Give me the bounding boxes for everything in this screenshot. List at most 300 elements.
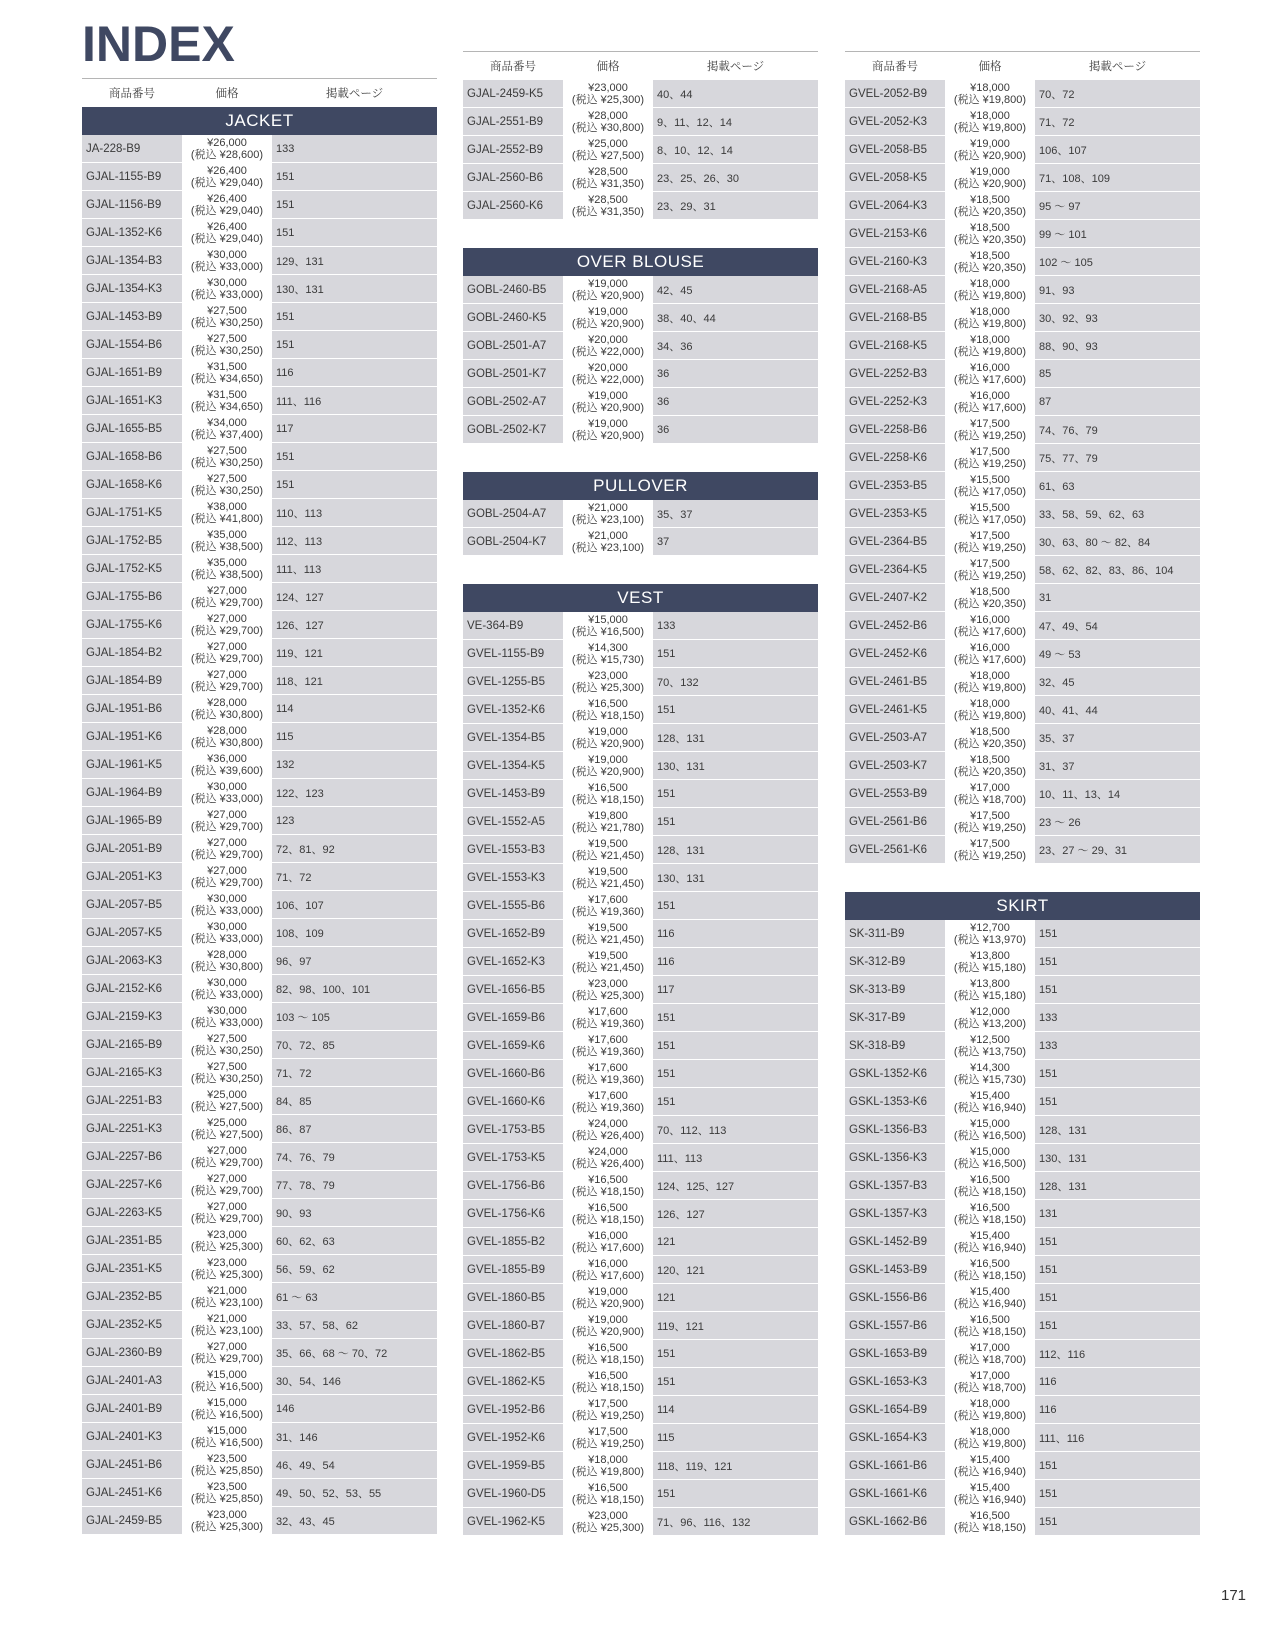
table-row: [845, 1116, 1200, 1144]
price-tax-included: (税込 ¥33,000): [190, 988, 264, 1001]
price-tax-included: (税込 ¥20,900): [571, 737, 645, 750]
price-cell: [563, 1004, 653, 1031]
price-value: ¥15,000: [207, 1424, 247, 1437]
page-references: 151: [1039, 1263, 1058, 1276]
product-code: GVEL-2168-K5: [849, 339, 927, 352]
product-code: GVEL-1855-B2: [467, 1235, 545, 1248]
table-row: [845, 416, 1200, 444]
price-value: ¥23,000: [207, 1228, 247, 1241]
product-code: GJAL-2451-K6: [86, 1486, 163, 1499]
price-value: ¥17,500: [970, 837, 1010, 850]
price-tax-included: (税込 ¥18,150): [571, 709, 645, 722]
price-value: ¥16,500: [970, 1257, 1010, 1270]
page-references: 128、131: [657, 844, 705, 857]
page-references: 146: [276, 1402, 295, 1415]
price-cell: [182, 723, 272, 750]
price-tax-included: (税込 ¥19,250): [953, 821, 1027, 834]
price-tax-included: (税込 ¥29,700): [190, 680, 264, 693]
price-tax-included: (税込 ¥29,040): [190, 204, 264, 217]
product-code: GJAL-2351-K5: [86, 1262, 163, 1275]
page-references: 151: [657, 1347, 676, 1360]
product-code: GVEL-1862-K5: [467, 1375, 545, 1388]
price-tax-included: (税込 ¥19,360): [571, 1017, 645, 1030]
page-references: 151: [657, 1039, 676, 1052]
table-row: [82, 807, 437, 835]
price-value: ¥19,000: [588, 277, 628, 290]
table-row: [845, 388, 1200, 416]
table-row: [845, 752, 1200, 780]
page-references: 128、131: [1039, 1180, 1087, 1193]
page-references: 33、57、58、62: [276, 1319, 358, 1332]
price-value: ¥16,000: [970, 389, 1010, 402]
page-references: 58、62、82、83、86、104: [1039, 564, 1174, 577]
page-references: 124、127: [276, 591, 324, 604]
price-value: ¥15,000: [207, 1368, 247, 1381]
product-code: GSKL-1557-B6: [849, 1319, 927, 1332]
price-cell: [182, 1059, 272, 1086]
price-value: ¥27,000: [207, 612, 247, 625]
product-code: GJAL-2451-B6: [86, 1458, 163, 1471]
price-tax-included: (税込 ¥16,940): [953, 1465, 1027, 1478]
price-value: ¥18,500: [970, 585, 1010, 598]
product-code: GVEL-2503-A7: [849, 731, 927, 744]
price-cell: [945, 1172, 1035, 1199]
price-cell: [945, 332, 1035, 359]
table-row: [82, 443, 437, 471]
product-code: GJAL-1651-K3: [86, 394, 163, 407]
page-references: 126、127: [276, 619, 324, 632]
price-cell: [945, 416, 1035, 443]
price-tax-included: (税込 ¥25,850): [190, 1464, 264, 1477]
price-cell: [945, 1228, 1035, 1255]
table-row: [82, 415, 437, 443]
index-section: [463, 584, 818, 1536]
price-cell: [563, 1508, 653, 1535]
table-row: [845, 696, 1200, 724]
price-value: ¥17,600: [588, 1061, 628, 1074]
price-tax-included: (税込 ¥38,500): [190, 540, 264, 553]
table-row: [845, 1508, 1200, 1536]
price-cell: [563, 1228, 653, 1255]
table-row: [82, 191, 437, 219]
page-references: 85: [1039, 367, 1052, 380]
product-code: GJAL-1755-B6: [86, 590, 163, 603]
price-tax-included: (税込 ¥20,900): [571, 1325, 645, 1338]
product-code: GVEL-2252-K3: [849, 395, 927, 408]
price-cell: [945, 108, 1035, 135]
product-code: GJAL-2165-B9: [86, 1038, 163, 1051]
price-tax-included: (税込 ¥20,350): [953, 205, 1027, 218]
page-references: 30、92、93: [1039, 312, 1098, 325]
price-tax-included: (税込 ¥30,250): [190, 344, 264, 357]
price-cell: [182, 1311, 272, 1338]
product-code: GSKL-1357-K3: [849, 1207, 927, 1220]
table-row: [463, 1368, 818, 1396]
price-tax-included: (税込 ¥34,650): [190, 400, 264, 413]
table-row: [82, 611, 437, 639]
product-code: GJAL-2352-K5: [86, 1318, 163, 1331]
table-row: [463, 836, 818, 864]
price-cell: [182, 611, 272, 638]
product-code: GJAL-1354-K3: [86, 282, 163, 295]
price-cell: [563, 416, 653, 443]
table-row: [82, 163, 437, 191]
table-row: [463, 80, 818, 108]
product-code: GVEL-2452-B6: [849, 619, 927, 632]
price-value: ¥21,000: [588, 529, 628, 542]
price-value: ¥28,000: [207, 724, 247, 737]
page-references: 36: [657, 395, 670, 408]
table-row: [82, 695, 437, 723]
table-row: [82, 471, 437, 499]
price-cell: [182, 1143, 272, 1170]
product-code: GVEL-2168-A5: [849, 283, 927, 296]
product-code: GJAL-2063-K3: [86, 954, 163, 967]
page-references: 82、98、100、101: [276, 983, 371, 996]
price-value: ¥21,000: [207, 1284, 247, 1297]
page-references: 103 ～ 105: [276, 1011, 330, 1024]
price-tax-included: (税込 ¥15,180): [953, 989, 1027, 1002]
price-tax-included: (税込 ¥26,400): [571, 1129, 645, 1142]
price-cell: [563, 276, 653, 303]
price-tax-included: (税込 ¥29,700): [190, 848, 264, 861]
price-tax-included: (税込 ¥20,900): [571, 1297, 645, 1310]
table-row: [463, 304, 818, 332]
price-tax-included: (税込 ¥21,450): [571, 849, 645, 862]
price-cell: [182, 331, 272, 358]
price-tax-included: (税込 ¥25,300): [190, 1268, 264, 1281]
table-row: [845, 220, 1200, 248]
table-row: [845, 1256, 1200, 1284]
table-row: [845, 1144, 1200, 1172]
product-code: GJAL-1658-B6: [86, 450, 163, 463]
price-tax-included: (税込 ¥28,600): [190, 148, 264, 161]
price-value: ¥24,000: [588, 1117, 628, 1130]
price-cell: [182, 1395, 272, 1422]
page-references: 151: [657, 899, 676, 912]
table-row: [845, 276, 1200, 304]
price-value: ¥27,500: [207, 1060, 247, 1073]
price-tax-included: (税込 ¥20,900): [571, 401, 645, 414]
price-value: ¥27,500: [207, 444, 247, 457]
table-row: [463, 1452, 818, 1480]
price-tax-included: (税込 ¥30,800): [190, 736, 264, 749]
price-tax-included: (税込 ¥18,150): [953, 1213, 1027, 1226]
price-value: ¥27,000: [207, 864, 247, 877]
price-value: ¥30,000: [207, 976, 247, 989]
table-row: [82, 1059, 437, 1087]
table-row: [82, 1227, 437, 1255]
page-references: 95 ～ 97: [1039, 200, 1081, 213]
price-cell: [945, 1340, 1035, 1367]
price-tax-included: (税込 ¥19,800): [953, 289, 1027, 302]
price-tax-included: (税込 ¥21,450): [571, 933, 645, 946]
price-value: ¥23,000: [207, 1508, 247, 1521]
price-tax-included: (税込 ¥19,800): [953, 709, 1027, 722]
table-row: [845, 1060, 1200, 1088]
product-code: GJAL-1651-B9: [86, 366, 163, 379]
price-value: ¥16,500: [970, 1313, 1010, 1326]
price-value: ¥17,500: [970, 557, 1010, 570]
price-cell: [182, 555, 272, 582]
price-tax-included: (税込 ¥16,500): [571, 625, 645, 638]
product-code: GVEL-2160-K3: [849, 255, 927, 268]
table-row: [463, 1284, 818, 1312]
price-value: ¥16,000: [970, 613, 1010, 626]
price-tax-included: (税込 ¥29,700): [190, 820, 264, 833]
price-tax-included: (税込 ¥19,800): [953, 1409, 1027, 1422]
price-value: ¥16,000: [970, 361, 1010, 374]
index-section: [463, 80, 818, 220]
table-row: [463, 948, 818, 976]
product-code: GJAL-1352-K6: [86, 226, 163, 239]
price-cell: [563, 892, 653, 919]
column-header-row: [845, 51, 1200, 80]
price-cell: [563, 1144, 653, 1171]
page-references: 116: [1039, 1375, 1057, 1388]
table-row: [845, 1340, 1200, 1368]
price-value: ¥12,000: [970, 1005, 1010, 1018]
price-value: ¥18,000: [970, 81, 1010, 94]
table-row: [463, 1172, 818, 1200]
page-references: 116: [276, 366, 294, 379]
price-value: ¥12,500: [970, 1033, 1010, 1046]
price-value: ¥24,000: [588, 1145, 628, 1158]
price-cell: [182, 947, 272, 974]
price-value: ¥15,500: [970, 501, 1010, 514]
table-row: [845, 1312, 1200, 1340]
index-column-1: [82, 78, 437, 1563]
product-code: GVEL-2461-K5: [849, 703, 927, 716]
table-row: [82, 1423, 437, 1451]
product-code: GSKL-1356-K3: [849, 1151, 927, 1164]
price-tax-included: (税込 ¥18,150): [571, 793, 645, 806]
product-code: GOBL-2501-A7: [467, 339, 547, 352]
price-cell: [182, 303, 272, 330]
table-row: [82, 219, 437, 247]
table-row: [463, 1228, 818, 1256]
price-value: ¥27,000: [207, 1172, 247, 1185]
table-row: [82, 1367, 437, 1395]
product-code: GJAL-1961-K5: [86, 758, 163, 771]
price-tax-included: (税込 ¥18,150): [953, 1325, 1027, 1338]
table-row: [82, 1003, 437, 1031]
section-heading: JACKET: [82, 107, 437, 135]
product-code: GVEL-1555-B6: [467, 899, 545, 912]
price-cell: [182, 919, 272, 946]
product-code: GJAL-2057-K5: [86, 926, 163, 939]
price-cell: [563, 1340, 653, 1367]
price-cell: [182, 863, 272, 890]
page-references: 151: [276, 450, 295, 463]
table-row: [82, 667, 437, 695]
price-cell: [945, 1088, 1035, 1115]
table-row: [82, 331, 437, 359]
product-code: GJAL-1951-K6: [86, 730, 163, 743]
page-references: 128、131: [657, 732, 705, 745]
price-cell: [182, 1227, 272, 1254]
price-tax-included: (税込 ¥17,600): [953, 401, 1027, 414]
table-row: [463, 1144, 818, 1172]
product-code: GJAL-2552-B9: [467, 143, 544, 156]
price-cell: [563, 192, 653, 219]
product-code: GVEL-2353-B5: [849, 479, 927, 492]
page-references: 133: [1039, 1039, 1058, 1052]
page-references: 151: [657, 703, 676, 716]
table-row: [845, 1032, 1200, 1060]
price-cell: [563, 1396, 653, 1423]
product-code: GJAL-2257-B6: [86, 1150, 163, 1163]
page-references: 151: [657, 787, 676, 800]
product-code: GSKL-1654-B9: [849, 1403, 927, 1416]
page-references: 32、45: [1039, 676, 1075, 689]
product-code: GVEL-1453-B9: [467, 787, 545, 800]
price-tax-included: (税込 ¥21,450): [571, 877, 645, 890]
price-value: ¥21,000: [207, 1312, 247, 1325]
page-references: 151: [276, 226, 295, 239]
page-references: 151: [657, 1487, 676, 1500]
price-tax-included: (税込 ¥22,000): [571, 345, 645, 358]
price-value: ¥13,800: [970, 977, 1010, 990]
price-cell: [563, 1032, 653, 1059]
product-code: GVEL-2461-B5: [849, 675, 927, 688]
price-tax-included: (税込 ¥18,150): [571, 1493, 645, 1506]
table-row: [463, 976, 818, 1004]
product-code: GVEL-1652-B9: [467, 927, 545, 940]
table-row: [82, 135, 437, 163]
product-code: GVEL-1862-B5: [467, 1347, 545, 1360]
table-row: [845, 556, 1200, 584]
price-value: ¥19,000: [588, 725, 628, 738]
product-code: GVEL-2252-B3: [849, 367, 927, 380]
price-cell: [182, 387, 272, 414]
price-cell: [563, 360, 653, 387]
table-row: [845, 108, 1200, 136]
price-tax-included: (税込 ¥27,500): [571, 149, 645, 162]
price-value: ¥35,000: [207, 528, 247, 541]
page-references: 75、77、79: [1039, 452, 1098, 465]
page-references: 130、131: [1039, 1152, 1087, 1165]
page-references: 112、113: [276, 535, 323, 548]
price-cell: [563, 836, 653, 863]
price-cell: [945, 1396, 1035, 1423]
price-cell: [182, 1451, 272, 1478]
price-value: ¥27,500: [207, 1032, 247, 1045]
price-cell: [182, 247, 272, 274]
table-row: [82, 1031, 437, 1059]
price-cell: [563, 1452, 653, 1479]
column-header-price: 価格: [596, 61, 620, 73]
product-code: GVEL-2052-K3: [849, 115, 927, 128]
price-tax-included: (税込 ¥16,500): [953, 1129, 1027, 1142]
price-tax-included: (税込 ¥27,500): [190, 1100, 264, 1113]
page-references: 111、116: [276, 395, 322, 408]
price-cell: [563, 1284, 653, 1311]
page-references: 130、131: [657, 872, 705, 885]
price-cell: [945, 220, 1035, 247]
price-cell: [945, 584, 1035, 611]
product-code: GVEL-2503-K7: [849, 759, 927, 772]
price-value: ¥18,000: [970, 669, 1010, 682]
price-value: ¥30,000: [207, 248, 247, 261]
price-tax-included: (税込 ¥25,300): [571, 1521, 645, 1534]
page-references: 9、11、12、14: [657, 116, 733, 129]
table-row: [845, 612, 1200, 640]
price-cell: [945, 136, 1035, 163]
price-value: ¥16,000: [588, 1229, 628, 1242]
page-references: 151: [1039, 1459, 1058, 1472]
price-tax-included: (税込 ¥19,360): [571, 905, 645, 918]
index-column-2: [463, 51, 818, 1564]
page-references: 151: [276, 338, 295, 351]
product-code: GVEL-2064-K3: [849, 199, 927, 212]
product-code: GJAL-2152-K6: [86, 982, 163, 995]
column-header-row: [82, 78, 437, 107]
price-tax-included: (税込 ¥16,940): [953, 1493, 1027, 1506]
table-row: [82, 1451, 437, 1479]
price-cell: [945, 1424, 1035, 1451]
page-references: 86、87: [276, 1123, 312, 1136]
product-code: GJAL-2051-B9: [86, 842, 163, 855]
page-references: 114: [657, 1403, 675, 1416]
page-references: 133: [276, 142, 295, 155]
product-code: GVEL-1962-K5: [467, 1515, 545, 1528]
product-code: GVEL-2561-B6: [849, 815, 927, 828]
page-references: 32、43、45: [276, 1515, 335, 1528]
product-code: GSKL-1352-K6: [849, 1067, 927, 1080]
product-code: GVEL-1860-B5: [467, 1291, 545, 1304]
product-code: GVEL-2052-B9: [849, 87, 927, 100]
price-tax-included: (税込 ¥17,050): [953, 513, 1027, 526]
page-references: 151: [657, 815, 676, 828]
table-row: [463, 920, 818, 948]
index-section: [463, 248, 818, 444]
table-row: [845, 920, 1200, 948]
page-references: 151: [276, 198, 295, 211]
price-tax-included: (税込 ¥23,100): [571, 541, 645, 554]
price-tax-included: (税込 ¥23,100): [190, 1296, 264, 1309]
page-references: 31、37: [1039, 760, 1075, 773]
page-references: 71、72: [276, 871, 312, 884]
price-cell: [945, 808, 1035, 835]
price-tax-included: (税込 ¥39,600): [190, 764, 264, 777]
price-value: ¥18,000: [970, 697, 1010, 710]
product-code: GOBL-2460-B5: [467, 283, 547, 296]
product-code: GVEL-1753-K5: [467, 1151, 545, 1164]
price-cell: [182, 667, 272, 694]
price-tax-included: (税込 ¥37,400): [190, 428, 264, 441]
page-references: 91、93: [1039, 284, 1075, 297]
page-references: 132: [276, 758, 295, 771]
price-value: ¥26,400: [207, 220, 247, 233]
product-code: GJAL-2263-K5: [86, 1206, 163, 1219]
price-value: ¥26,400: [207, 192, 247, 205]
page-number: 171: [1221, 1587, 1247, 1604]
table-row: [463, 640, 818, 668]
table-row: [463, 724, 818, 752]
product-code: GVEL-1952-K6: [467, 1431, 545, 1444]
page-references: 111、113: [657, 1152, 703, 1165]
price-tax-included: (税込 ¥33,000): [190, 1016, 264, 1029]
product-code: GJAL-2560-B6: [467, 171, 544, 184]
price-tax-included: (税込 ¥29,700): [190, 1156, 264, 1169]
table-row: [82, 1283, 437, 1311]
price-tax-included: (税込 ¥20,900): [571, 429, 645, 442]
price-cell: [945, 1116, 1035, 1143]
price-value: ¥27,000: [207, 640, 247, 653]
page-references: 128、131: [1039, 1124, 1087, 1137]
table-row: [845, 332, 1200, 360]
